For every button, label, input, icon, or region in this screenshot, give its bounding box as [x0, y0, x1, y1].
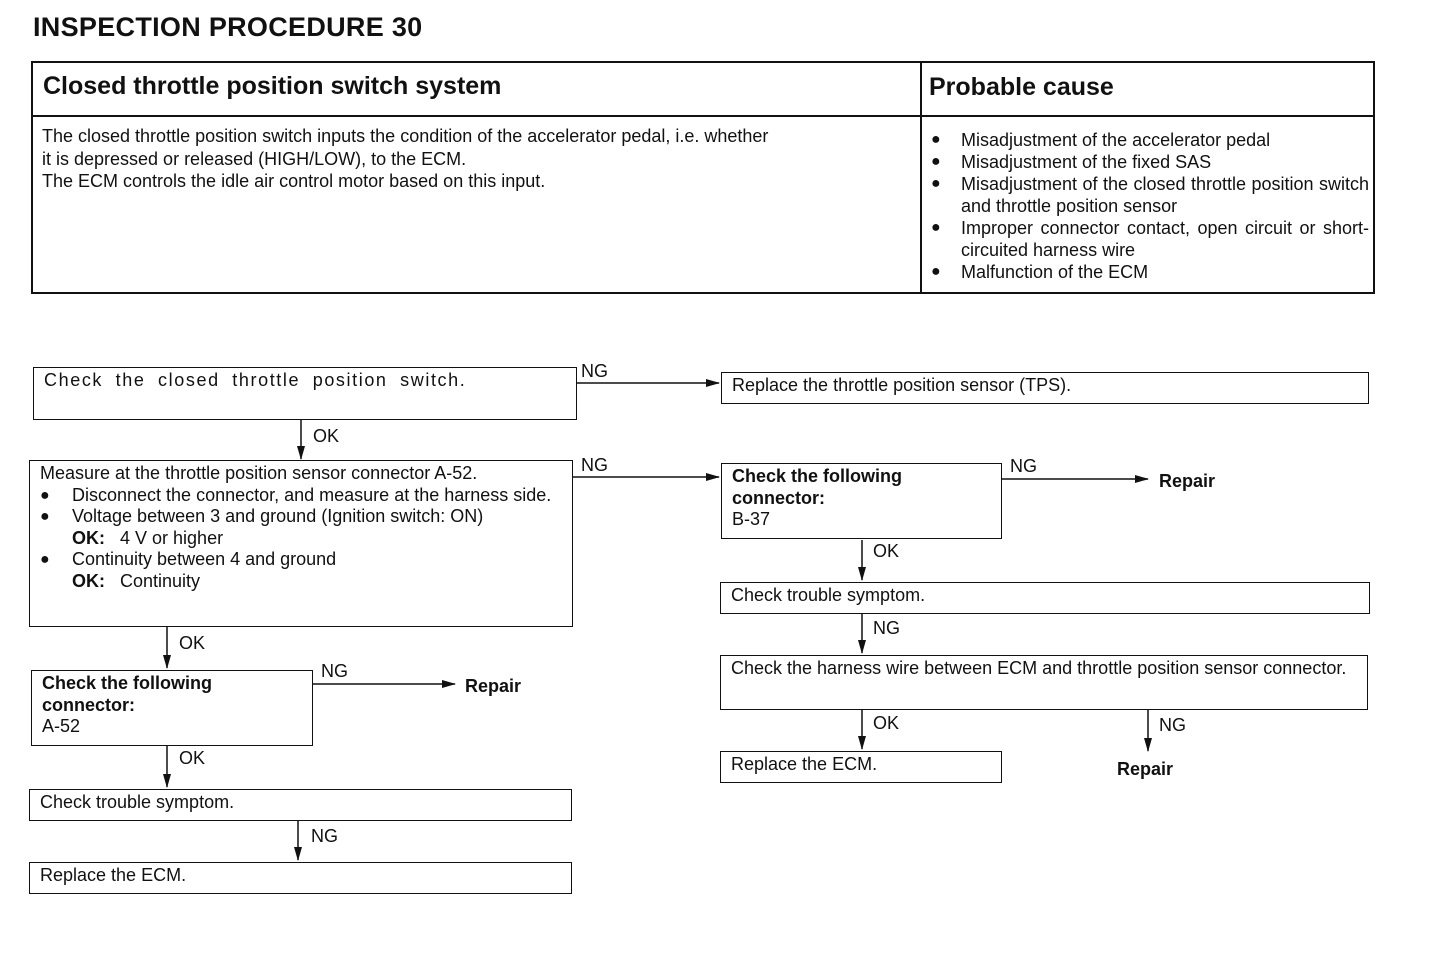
replace-ecm-right-box: Replace the ECM. — [720, 751, 1002, 783]
connector-b-code: B-37 — [732, 509, 771, 529]
connector-b-title-2: connector: — [732, 487, 826, 508]
cause-item: ● Malfunction of the ECM — [931, 262, 1149, 282]
label-ok-conn-a: OK — [179, 748, 206, 768]
bullet-icon: ● — [40, 551, 50, 568]
check-ctps-box: Check the closed throttle position switch. — [33, 367, 577, 420]
repair-harness: Repair — [1117, 759, 1174, 779]
measure-item: ● Continuity between 4 and ground OK: Continuity — [40, 549, 337, 591]
ok-label: OK: — [72, 527, 105, 548]
measure-item: ● Voltage between 3 and ground (Ignition switch: ON) OK: 4 V or higher — [40, 506, 484, 548]
description-line-1: The closed throttle position switch inputs the condition of the accelerator pedal, i.e. whether — [42, 126, 769, 146]
description-line-2: it is depressed or released (HIGH/LOW), to the ECM. — [42, 148, 467, 169]
label-ng-conn-b: NG — [1010, 456, 1037, 476]
measure-list — [40, 485, 562, 593]
repair-conn-b: Repair — [1159, 471, 1216, 491]
description-line-3: The ECM controls the idle air control motor based on this input. — [42, 171, 546, 191]
measure-box — [29, 460, 573, 627]
measure-item: ● Disconnect the connector, and measure at the harness side. — [40, 484, 552, 505]
connector-a-code: A-52 — [42, 716, 81, 736]
label-ng-conn-a: NG — [321, 661, 348, 681]
bullet-icon: ● — [931, 263, 941, 280]
label-ng-measure: NG — [581, 455, 608, 475]
label-ng-harness: NG — [1159, 715, 1186, 735]
connector-a-title-2: connector: — [42, 694, 136, 715]
check-connector-b-box — [721, 463, 1002, 539]
label-ok-harness: OK — [873, 713, 900, 733]
probable-cause-header: Probable cause — [929, 73, 1114, 101]
bullet-icon: ● — [40, 486, 50, 504]
bullet-icon: ● — [931, 131, 941, 148]
cause-item: ● Improper connector contact, open circuit or short-circuited harness wire — [931, 218, 1369, 260]
label-ok-measure: OK — [179, 633, 206, 653]
check-harness-box: Check the harness wire between ECM and throttle position sensor connector. — [720, 655, 1368, 710]
check-trouble-left-box: Check trouble symptom. — [29, 789, 572, 821]
label-ok-conn-b: OK — [873, 541, 900, 561]
ok-value: Continuity — [120, 570, 201, 591]
measure-title: Measure at the throttle position sensor connector A-52. — [40, 463, 478, 483]
check-trouble-right-box: Check trouble symptom. — [720, 582, 1370, 614]
cause-item: ● Misadjustment of the fixed SAS — [931, 152, 1212, 172]
connector-b-title-1: Check the following — [732, 466, 903, 486]
repair-conn-a: Repair — [465, 676, 522, 696]
ok-value: 4 V or higher — [120, 527, 224, 548]
page-title: INSPECTION PROCEDURE 30 — [33, 12, 423, 42]
check-connector-a-box — [31, 670, 313, 746]
label-ng-ctps: NG — [581, 361, 608, 381]
label-ok-ctps: OK — [313, 426, 340, 446]
cause-item: ● Misadjustment of the accelerator pedal — [931, 130, 1271, 150]
bullet-icon: ● — [931, 219, 941, 236]
label-ng-trouble-left: NG — [311, 826, 338, 846]
cause-item: ● Misadjustment of the closed throttle position switch and throttle position sensor — [931, 174, 1369, 216]
bullet-icon: ● — [40, 508, 50, 525]
connector-a-title-1: Check the following — [42, 673, 213, 693]
bullet-icon: ● — [931, 175, 941, 192]
replace-ecm-left-box: Replace the ECM. — [29, 862, 572, 894]
replace-tps-box: Replace the throttle position sensor (TPS). — [721, 372, 1369, 404]
system-header: Closed throttle position switch system — [43, 72, 502, 100]
label-ng-trouble-right: NG — [873, 618, 900, 638]
bullet-icon: ● — [931, 153, 941, 170]
ok-label: OK: — [72, 570, 105, 591]
